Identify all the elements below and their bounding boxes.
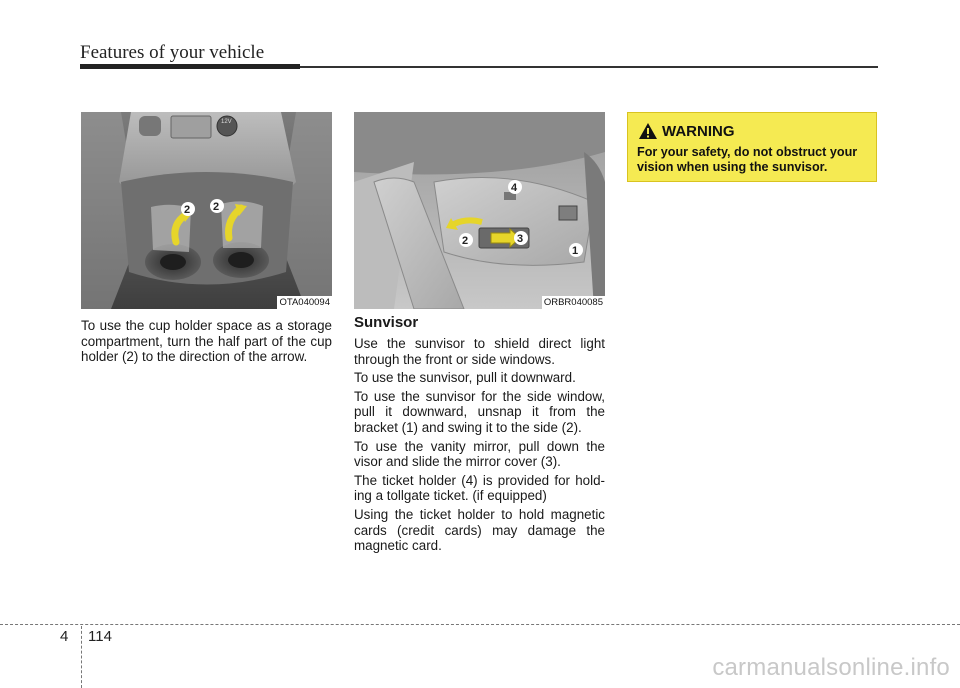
- warning-text: For your safety, do not obstruct your vision when using the sunvisor.: [637, 145, 858, 174]
- page-header-title: Features of your vehicle: [80, 42, 265, 63]
- sunvisor-marker-1: 1: [572, 245, 579, 257]
- sunvisor-paragraph-4: To use the vanity mirror, pull down the visor and slide the mirror cover (3).: [354, 438, 605, 470]
- cupholder-illustration: [81, 112, 332, 309]
- cupholder-figure: [81, 112, 332, 309]
- section-title: Sunvisor: [354, 314, 419, 331]
- sunvisor-figure: [354, 112, 605, 309]
- cupholder-paragraph: To use the cup holder space as a storage compartment, turn the half part of the cup holder (2) to the direction of the arrow.: [81, 318, 332, 365]
- sunvisor-marker-4: 4: [511, 182, 518, 194]
- sunvisor-paragraph-3: To use the sunvisor for the side window, pull it downward, unsnap it from the bracket (1) and swing it to the side (2).: [354, 388, 605, 435]
- cupholder-figure-code: OTA040094: [279, 297, 330, 308]
- sunvisor-paragraph-2: To use the sunvisor, pull it downward.: [354, 370, 576, 386]
- sunvisor-text-block: [354, 314, 605, 554]
- socket-label: 12V: [221, 119, 232, 125]
- header-accent-bar: [80, 64, 300, 69]
- footer-divider: [81, 626, 82, 688]
- chapter-number: 4: [60, 628, 69, 645]
- cupholder-text-block: [81, 318, 332, 365]
- sunvisor-paragraph-1: Use the sunvisor to shield direct light through the front or side windows.: [354, 336, 605, 367]
- watermark-text: carmanualsonline.info: [712, 654, 950, 681]
- sunvisor-illustration: [354, 112, 605, 309]
- cupholder-marker-2a: 2: [184, 204, 191, 216]
- sunvisor-paragraph-5: The ticket holder (4) is provided for hold-ing a tollgate ticket. (if equipped): [354, 472, 605, 504]
- sunvisor-marker-3: 3: [517, 233, 524, 245]
- warning-box: [627, 112, 877, 182]
- warning-title: WARNING: [662, 123, 735, 140]
- footer-rule: [0, 624, 960, 625]
- page-number: 114: [88, 628, 112, 645]
- sunvisor-paragraph-6: Using the ticket holder to hold magnetic cards (credit cards) may damage the magnetic card.: [354, 506, 605, 554]
- warning-triangle-icon: [638, 122, 658, 140]
- sunvisor-figure-code: ORBR040085: [543, 297, 603, 308]
- sunvisor-marker-2: 2: [462, 235, 469, 247]
- cupholder-marker-2b: 2: [213, 201, 220, 213]
